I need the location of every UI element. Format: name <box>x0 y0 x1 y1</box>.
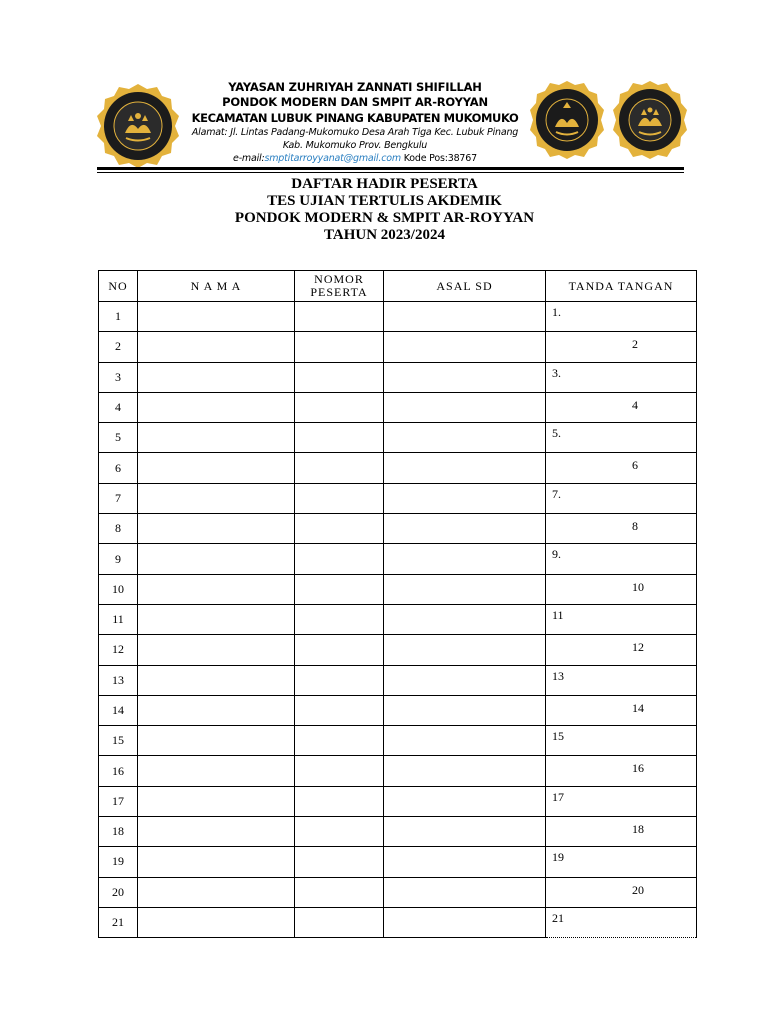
asal-sd-cell[interactable] <box>384 574 546 604</box>
row-number: 9 <box>99 544 138 574</box>
header-tanda-tangan: TANDA TANGAN <box>546 271 697 302</box>
nama-cell[interactable] <box>138 877 295 907</box>
nama-cell[interactable] <box>138 756 295 786</box>
nama-cell[interactable] <box>138 544 295 574</box>
row-number: 1 <box>99 302 138 332</box>
signature-number: 18 <box>632 822 644 837</box>
asal-sd-cell[interactable] <box>384 453 546 483</box>
signature-number: 13 <box>552 668 564 683</box>
title-line-2: TES UJIAN TERTULIS AKDEMIK <box>267 193 502 209</box>
signature-cell[interactable] <box>546 362 697 392</box>
nama-cell[interactable] <box>138 453 295 483</box>
letterhead-divider-thin <box>97 172 684 173</box>
table-row <box>99 665 697 695</box>
nomor-peserta-cell[interactable] <box>295 453 384 483</box>
signature-number: 3. <box>552 365 561 380</box>
signature-cell[interactable] <box>546 392 697 422</box>
asal-sd-cell[interactable] <box>384 817 546 847</box>
row-number: 16 <box>99 756 138 786</box>
row-number: 21 <box>99 907 138 937</box>
signature-cell[interactable] <box>546 483 697 513</box>
nama-cell[interactable] <box>138 302 295 332</box>
header-no: NO <box>99 271 138 302</box>
nomor-peserta-cell[interactable] <box>295 726 384 756</box>
asal-sd-cell[interactable] <box>384 847 546 877</box>
address-line-2: Kab. Mukomuko Prov. Bengkulu <box>282 140 428 151</box>
signature-cell[interactable] <box>546 332 697 362</box>
asal-sd-cell[interactable] <box>384 635 546 665</box>
nama-cell[interactable] <box>138 483 295 513</box>
email-link[interactable]: smptitarroyyanat@gmail.com <box>264 153 401 164</box>
nomor-peserta-cell[interactable] <box>295 544 384 574</box>
signature-cell[interactable] <box>546 514 697 544</box>
asal-sd-cell[interactable] <box>384 695 546 725</box>
header-nama: N A M A <box>138 271 295 302</box>
table-row <box>99 726 697 756</box>
row-number: 19 <box>99 847 138 877</box>
title-line-4: TAHUN 2023/2024 <box>324 227 445 243</box>
signature-cell[interactable] <box>546 544 697 574</box>
nama-cell[interactable] <box>138 726 295 756</box>
row-number: 12 <box>99 635 138 665</box>
nomor-peserta-cell[interactable] <box>295 847 384 877</box>
nomor-peserta-cell[interactable] <box>295 756 384 786</box>
foundation-name: YAYASAN ZUHRIYAH ZANNATI SHIFILLAH <box>228 80 482 94</box>
nomor-peserta-cell[interactable] <box>295 695 384 725</box>
row-number: 4 <box>99 392 138 422</box>
asal-sd-cell[interactable] <box>384 332 546 362</box>
table-row <box>99 907 697 937</box>
header-nomor-line-2: PESERTA <box>310 285 368 299</box>
row-number: 7 <box>99 483 138 513</box>
signature-number: 15 <box>552 729 564 744</box>
signature-number: 17 <box>552 789 564 804</box>
table-row <box>99 635 697 665</box>
signature-cell[interactable] <box>546 877 697 907</box>
signature-cell[interactable] <box>546 665 697 695</box>
email-prefix: e-mail: <box>233 153 265 164</box>
nomor-peserta-cell[interactable] <box>295 635 384 665</box>
signature-number: 20 <box>632 882 644 897</box>
nama-cell[interactable] <box>138 362 295 392</box>
table-row <box>99 877 697 907</box>
row-number: 3 <box>99 362 138 392</box>
row-number: 11 <box>99 604 138 634</box>
signature-cell[interactable] <box>546 907 697 937</box>
postal-code: Kode Pos:38767 <box>400 153 477 164</box>
asal-sd-cell[interactable] <box>384 423 546 453</box>
header-nomor-line-1: NOMOR <box>314 272 364 286</box>
school-name: PONDOK MODERN DAN SMPIT AR-ROYYAN <box>222 95 488 109</box>
nama-cell[interactable] <box>138 847 295 877</box>
row-number: 15 <box>99 726 138 756</box>
nomor-peserta-cell[interactable] <box>295 574 384 604</box>
table-row <box>99 362 697 392</box>
signature-number: 16 <box>632 761 644 776</box>
nomor-peserta-cell[interactable] <box>295 332 384 362</box>
signature-number: 9. <box>552 547 561 562</box>
row-number: 20 <box>99 877 138 907</box>
header-asal-sd: ASAL SD <box>384 271 546 302</box>
nama-cell[interactable] <box>138 423 295 453</box>
nomor-peserta-cell[interactable] <box>295 877 384 907</box>
smpit-logo <box>610 80 690 160</box>
nomor-peserta-cell[interactable] <box>295 302 384 332</box>
signature-number: 8 <box>632 519 638 534</box>
nama-cell[interactable] <box>138 695 295 725</box>
table-row <box>99 544 697 574</box>
yayasan-logo <box>95 83 181 169</box>
signature-cell[interactable] <box>546 302 697 332</box>
signature-cell[interactable] <box>546 453 697 483</box>
nama-cell[interactable] <box>138 332 295 362</box>
signature-cell[interactable] <box>546 847 697 877</box>
asal-sd-cell[interactable] <box>384 756 546 786</box>
signature-cell[interactable] <box>546 756 697 786</box>
signature-number: 7. <box>552 486 561 501</box>
nomor-peserta-cell[interactable] <box>295 907 384 937</box>
table-row <box>99 302 697 332</box>
letterhead-divider-thick <box>97 167 684 170</box>
table-row <box>99 574 697 604</box>
signature-number: 21 <box>552 910 564 925</box>
nama-cell[interactable] <box>138 574 295 604</box>
table-row <box>99 514 697 544</box>
row-number: 17 <box>99 786 138 816</box>
nomor-peserta-cell[interactable] <box>295 514 384 544</box>
signature-number: 10 <box>632 579 644 594</box>
attendance-table <box>98 270 697 938</box>
signature-cell[interactable] <box>546 574 697 604</box>
asal-sd-cell[interactable] <box>384 665 546 695</box>
signature-number: 1. <box>552 305 561 319</box>
pondok-modern-logo <box>527 80 607 160</box>
table-row <box>99 392 697 422</box>
row-number: 18 <box>99 817 138 847</box>
table-row <box>99 756 697 786</box>
signature-number: 11 <box>552 607 564 622</box>
address-line-1: Alamat: Jl. Lintas Padang-Mukomuko Desa Arah Tiga Kec. Lubuk Pinang <box>191 127 519 138</box>
asal-sd-cell[interactable] <box>384 514 546 544</box>
table-row <box>99 604 697 634</box>
document-title <box>97 176 672 244</box>
asal-sd-cell[interactable] <box>384 786 546 816</box>
row-number: 2 <box>99 332 138 362</box>
table-row <box>99 695 697 725</box>
table-row <box>99 817 697 847</box>
signature-cell[interactable] <box>546 423 697 453</box>
signature-number: 5. <box>552 426 561 441</box>
nomor-peserta-cell[interactable] <box>295 483 384 513</box>
signature-number: 12 <box>632 640 644 655</box>
nama-cell[interactable] <box>138 604 295 634</box>
asal-sd-cell[interactable] <box>384 544 546 574</box>
header-nomor-peserta <box>295 271 384 302</box>
table-header-row <box>99 271 697 302</box>
asal-sd-cell[interactable] <box>384 726 546 756</box>
asal-sd-cell[interactable] <box>384 877 546 907</box>
asal-sd-cell[interactable] <box>384 392 546 422</box>
signature-number: 19 <box>552 850 564 865</box>
nama-cell[interactable] <box>138 817 295 847</box>
nomor-peserta-cell[interactable] <box>295 423 384 453</box>
nomor-peserta-cell[interactable] <box>295 665 384 695</box>
asal-sd-cell[interactable] <box>384 362 546 392</box>
nomor-peserta-cell[interactable] <box>295 817 384 847</box>
signature-number: 6 <box>632 458 638 473</box>
signature-cell[interactable] <box>546 726 697 756</box>
table-row <box>99 483 697 513</box>
nama-cell[interactable] <box>138 392 295 422</box>
nama-cell[interactable] <box>138 514 295 544</box>
signature-cell[interactable] <box>546 817 697 847</box>
nomor-peserta-cell[interactable] <box>295 362 384 392</box>
title-line-1: DAFTAR HADIR PESERTA <box>291 176 478 192</box>
nama-cell[interactable] <box>138 635 295 665</box>
nama-cell[interactable] <box>138 907 295 937</box>
asal-sd-cell[interactable] <box>384 907 546 937</box>
signature-number: 2 <box>632 337 638 352</box>
signature-cell[interactable] <box>546 635 697 665</box>
asal-sd-cell[interactable] <box>384 483 546 513</box>
table-row <box>99 423 697 453</box>
nama-cell[interactable] <box>138 665 295 695</box>
row-number: 8 <box>99 514 138 544</box>
row-number: 6 <box>99 453 138 483</box>
table-row <box>99 453 697 483</box>
nomor-peserta-cell[interactable] <box>295 786 384 816</box>
row-number: 10 <box>99 574 138 604</box>
nomor-peserta-cell[interactable] <box>295 392 384 422</box>
row-number: 14 <box>99 695 138 725</box>
table-row <box>99 786 697 816</box>
district-name: KECAMATAN LUBUK PINANG KABUPATEN MUKOMUKO <box>191 111 519 125</box>
table-row <box>99 847 697 877</box>
nomor-peserta-cell[interactable] <box>295 604 384 634</box>
asal-sd-cell[interactable] <box>384 604 546 634</box>
signature-cell[interactable] <box>546 786 697 816</box>
attendance-rows <box>99 302 697 938</box>
title-line-3: PONDOK MODERN & SMPIT AR-ROYYAN <box>234 210 535 226</box>
row-number: 5 <box>99 423 138 453</box>
signature-number: 14 <box>632 700 644 715</box>
letterhead-text <box>190 80 520 165</box>
row-number: 13 <box>99 665 138 695</box>
table-row <box>99 332 697 362</box>
asal-sd-cell[interactable] <box>384 302 546 332</box>
nama-cell[interactable] <box>138 786 295 816</box>
signature-cell[interactable] <box>546 604 697 634</box>
contact-line <box>190 152 520 165</box>
signature-number: 4 <box>632 397 638 412</box>
signature-cell[interactable] <box>546 695 697 725</box>
